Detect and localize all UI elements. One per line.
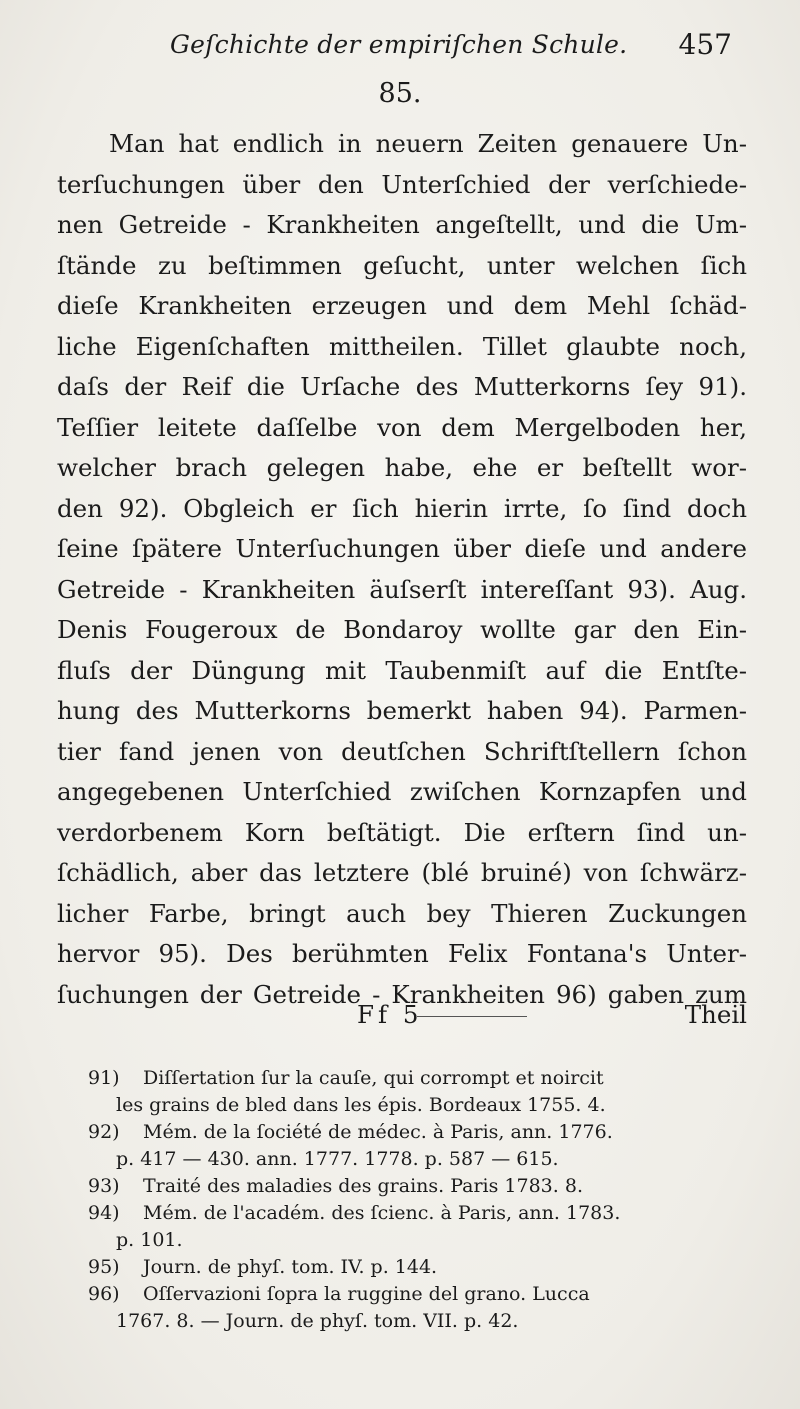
footnote-93: 93) Traité des maladies des grains. Paris 1783. 8. [88, 1175, 583, 1197]
footnote-92-continuation: p. 417 — 430. ann. 1777. 1778. p. 587 — 615. [116, 1148, 559, 1170]
running-title: Geſchichte der empiriſchen Schule. [170, 30, 628, 59]
body-line: liche Eigenſchaften mittheilen. Tillet glaubte noch, [57, 331, 747, 361]
body-line: fluſs der Düngung mit Taubenmiſt auf die Entſte- [57, 655, 747, 685]
body-line: ſuchungen der Getreide - Krankheiten 96) gaben zum [57, 979, 747, 1009]
page-header [160, 26, 740, 66]
body-line: ſchädlich, aber das letztere (blé bruiné) von ſchwärz- [57, 858, 747, 887]
signature-line [57, 995, 747, 1035]
body-line: ſtände zu beſtimmen geſucht, unter welchen ſich [57, 250, 747, 280]
body-text [57, 124, 747, 1015]
footnote-96-continuation: 1767. 8. — Journ. de phyſ. tom. VII. p. 42. [116, 1310, 519, 1332]
body-line: nen Getreide - Krankheiten angeſtellt, und die Um- [57, 210, 747, 239]
body-line: angegebenen Unterſchied zwiſchen Kornzapfen und [57, 777, 747, 806]
body-line: Getreide - Krankheiten äuſserſt intereſſant 93). Aug. [57, 574, 747, 604]
body-line: tier fand jenen von deutſchen Schriftſtellern ſchon [57, 736, 747, 766]
footnote-91-continuation: les grains de bled dans les épis. Bordeaux 1755. 4. [116, 1094, 606, 1116]
footnote-91: 91) Diſſertation ſur la cauſe, qui corrompt et noircit [88, 1067, 604, 1089]
footnote-92: 92) Mém. de la ſociété de médec. à Paris, ann. 1776. [88, 1121, 613, 1143]
body-line: welcher brach gelegen habe, ehe er beſtellt wor- [57, 453, 747, 482]
body-line: ſeine ſpätere Unterſuchungen über dieſe und andere [57, 534, 747, 563]
body-line: verdorbenem Korn beſtätigt. Die erſtern ſind un- [57, 817, 747, 847]
footnote-94-continuation: p. 101. [116, 1229, 183, 1251]
body-line: Man hat endlich in neuern Zeiten genauere Un- [109, 129, 747, 158]
body-line: hervor 95). Des berühmten Felix Fontana's Unter- [57, 939, 747, 968]
body-line: Teſſier leitete daſſelbe von dem Mergelboden her, [57, 412, 747, 442]
body-line: hung des Mutterkorns bemerkt haben 94). Parmen- [57, 696, 747, 725]
body-line: terſuchungen über den Unterſchied der verſchiede- [57, 169, 747, 199]
catchword: Theil [684, 1000, 747, 1029]
signature-mark: Ff 5 [357, 1000, 423, 1029]
body-line: Denis Fougeroux de Bondaroy wollte gar den Ein- [57, 615, 747, 644]
footnote-94: 94) Mém. de l'académ. des ſcienc. à Paris, ann. 1783. [88, 1202, 621, 1224]
footnote-96: 96) Oſſervazioni ſopra la ruggine del grano. Lucca [88, 1283, 590, 1305]
body-line: daſs der Reif die Urſache des Mutterkorns ſey 91). [57, 372, 747, 401]
page-number: 457 [678, 28, 732, 61]
body-line: licher Farbe, bringt auch bey Thieren Zuckungen [57, 898, 747, 928]
section-number: 85. [378, 78, 422, 109]
body-line: dieſe Krankheiten erzeugen und dem Mehl ſchäd- [57, 291, 747, 320]
body-line: den 92). Obgleich er ſich hierin irrte, ſo ſind doch [57, 493, 747, 523]
footnote-95: 95) Journ. de phyſ. tom. IV. p. 144. [88, 1256, 438, 1278]
signature-rule [417, 1016, 527, 1017]
footnotes [88, 1065, 758, 1335]
